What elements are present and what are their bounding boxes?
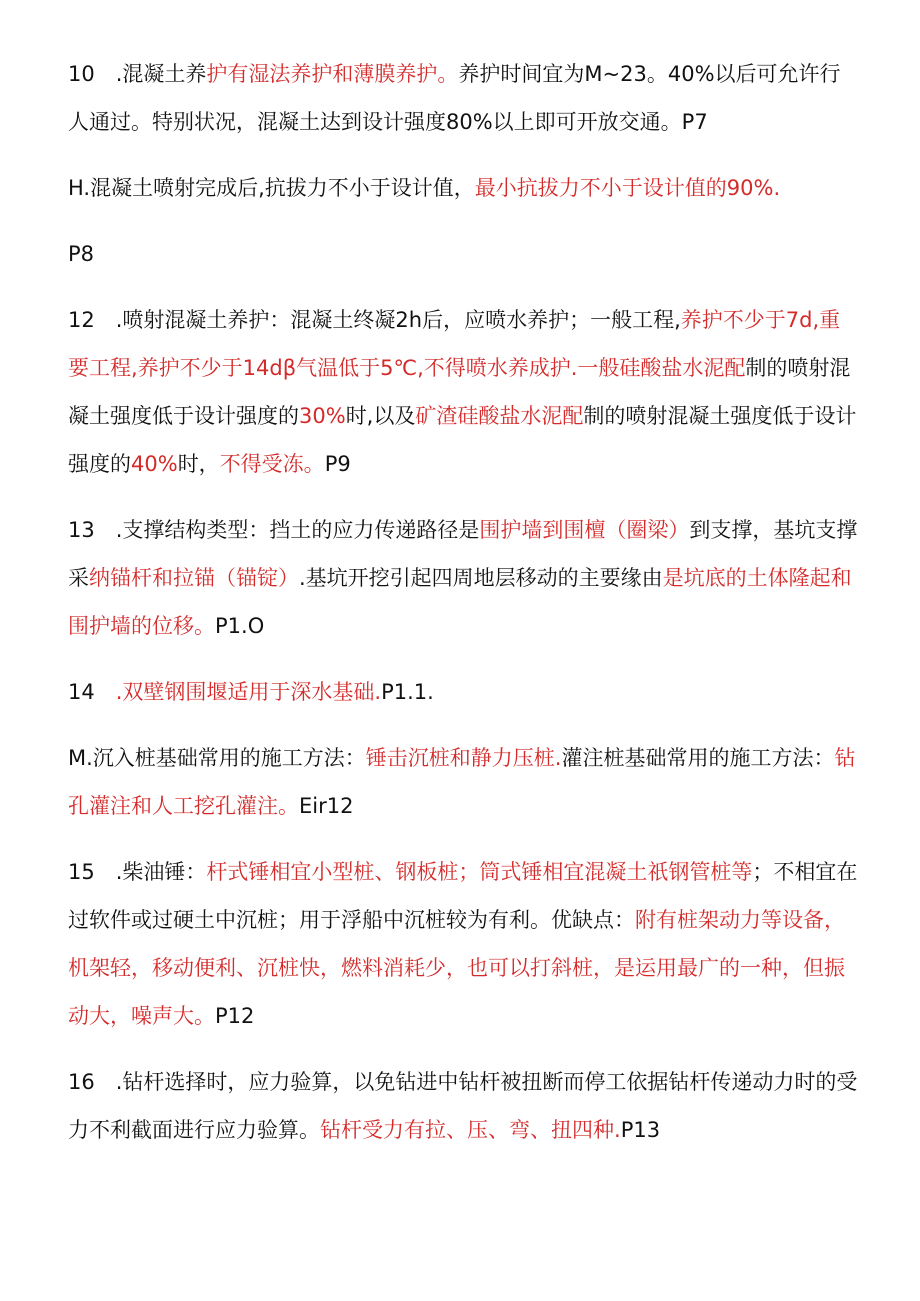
page-reference: P1.O — [215, 614, 265, 638]
paragraph-14 — [68, 668, 860, 716]
paragraph-h — [68, 164, 860, 212]
highlighted-text: 矿渣硅酸盐水泥配 — [415, 404, 584, 428]
text-segment: 14 — [68, 680, 116, 704]
highlighted-text: 最小抗拔力不小于设计值的90%. — [474, 176, 781, 200]
highlighted-text: 杆式锤相宜小型桩、钢板桩；筒式锤相宜混凝土祇钢管桩等 — [206, 860, 753, 884]
page-reference: P12 — [215, 1004, 255, 1028]
paragraph-m — [68, 734, 860, 830]
paragraph-13 — [68, 506, 860, 650]
text-segment: 到支撑，基坑支撑采 — [68, 518, 858, 590]
text-segment: H.混凝土喷射完成后,抗拔力不小于设计值， — [68, 176, 475, 200]
highlighted-text: 附有桩架动力等设备，机架轻，移动便利、沉桩快，燃料消耗少，也可以打斜桩，是运用最广的一种，但振动大，噪声大。 — [68, 908, 845, 1028]
paragraph-10 — [68, 50, 860, 146]
text-segment: 15 .柴油锤： — [68, 860, 207, 884]
text-segment: 制的喷射混凝土强度低于设计强度的 — [68, 356, 851, 428]
text-segment: 制的喷射混凝土强度低于设计强度的 — [68, 404, 857, 476]
text-segment: 灌注桩基础常用的施工方法： — [561, 746, 835, 770]
highlighted-text: 钻孔灌注和人工挖孔灌注。 — [68, 746, 856, 818]
text-segment: .基坑开挖引起四周地层移动的主要缘由 — [299, 566, 663, 590]
page-reference: P8 — [68, 242, 95, 266]
highlighted-text: 锤击沉桩和静力压桩. — [365, 746, 562, 770]
page-reference: P9 — [324, 452, 351, 476]
page-reference: P1.1. — [381, 680, 434, 704]
highlighted-text: 钻杆受力有拉、压、弯、扭四种. — [320, 1118, 621, 1142]
text-segment: 时,以及 — [345, 404, 416, 428]
text-segment: 13 .支撑结构类型：挡土的应力传递路径是 — [68, 518, 480, 542]
page-reference-p8 — [68, 230, 860, 278]
page-reference: Eir12 — [299, 794, 354, 818]
highlighted-text: 围护墙到围檀（圈梁） — [479, 518, 690, 542]
paragraph-12 — [68, 296, 860, 488]
highlighted-text: 护有湿法养护和薄膜养护。 — [206, 62, 459, 86]
highlighted-text: 不得受冻。 — [219, 452, 325, 476]
text-segment: M.沉入桩基础常用的施工方法： — [68, 746, 366, 770]
highlighted-text: 养护不少于7d,重要工程,养护不少于14dβ气温低于5℃,不得喷水养成护.一般硅酸盐水泥配 — [68, 308, 841, 380]
text-segment: 养护时间宜为M~23。40%以后可允许行人通过。特别状况，混凝土达到设计强度80%以上即可开放交通。P7 — [68, 62, 841, 134]
text-segment: 12 .喷射混凝土养护：混凝土终凝2h后，应喷水养护；一般工程, — [68, 308, 681, 332]
highlighted-text: 是坑底的土体隆起和围护墙的位移。 — [68, 566, 852, 638]
text-segment: 时， — [177, 452, 220, 476]
highlighted-text: 40% — [131, 452, 178, 476]
paragraph-16 — [68, 1058, 860, 1154]
text-segment: 16 .钻杆选择时，应力验算，以免钻进中钻杆被扭断而停工依据钻杆传递动力时的受力不利截面进行应力验算。 — [68, 1070, 858, 1142]
paragraph-15 — [68, 848, 860, 1040]
highlighted-text: .双壁钢围堰适用于深水基础. — [115, 680, 382, 704]
highlighted-text: 30% — [299, 404, 346, 428]
highlighted-text: 纳锚杆和拉锚（锚锭） — [89, 566, 299, 590]
text-segment: 10 .混凝土养 — [68, 62, 207, 86]
page-reference: P13 — [620, 1118, 661, 1142]
text-segment: ；不相宜在过软件或过硬土中沉桩；用于浮船中沉桩较为有利。优缺点： — [68, 860, 858, 932]
